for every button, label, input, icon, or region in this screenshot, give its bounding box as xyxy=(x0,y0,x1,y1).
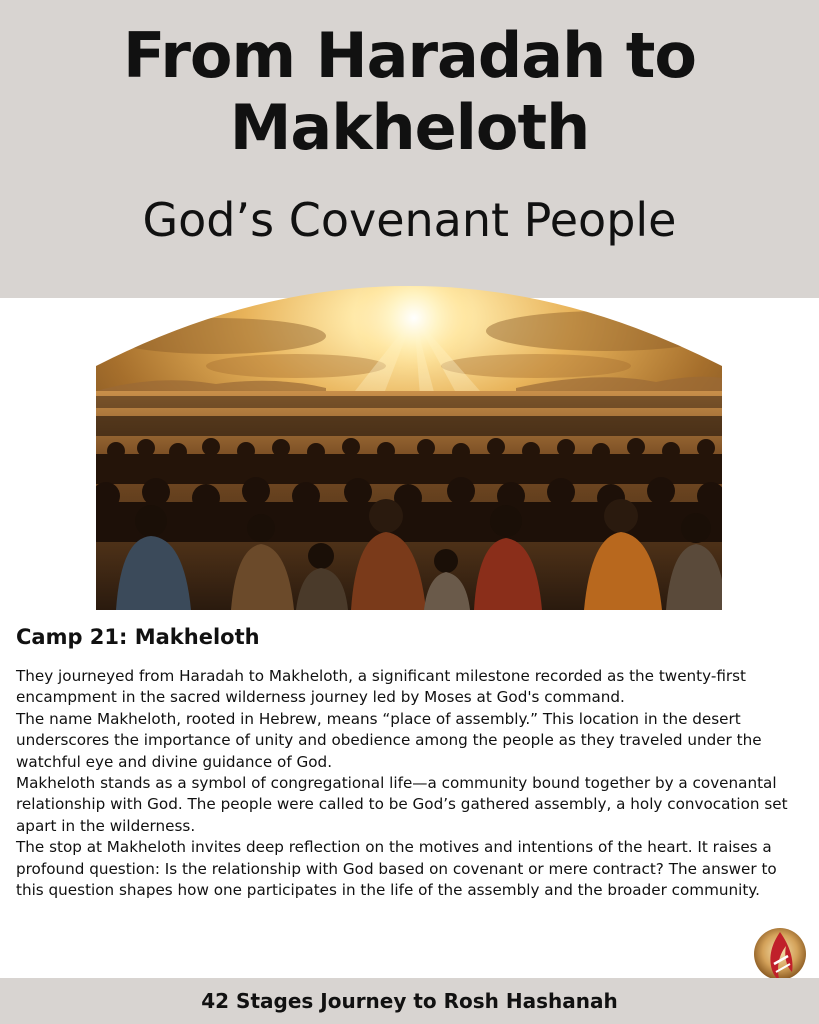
paragraph: They journeyed from Haradah to Makheloth, a significant milestone recorded as the twenty-first encampment in the sacred wilderness journey led by Moses at God's command. xyxy=(16,667,747,707)
paragraph: Makheloth stands as a symbol of congregational life—a community bound together by a covenantal relationship with God. The people were called to be God’s gathered assembly, a holy convocation set apart in the wilderness. xyxy=(16,774,788,835)
footer-text: 42 Stages Journey to Rosh Hashanah xyxy=(201,989,618,1013)
crowd-in-desert-sunlight-image xyxy=(96,266,722,610)
header-banner xyxy=(0,0,819,298)
page-title xyxy=(0,20,819,164)
ariel-gate-emblem-icon xyxy=(750,926,810,984)
paragraph: The name Makheloth, rooted in Hebrew, means “place of assembly.” This location in the desert underscores the importance of unity and obedience among the people as they traveled under the watchful eye and divine guidance of God. xyxy=(16,709,762,771)
title-line-1: From Haradah to xyxy=(122,19,697,92)
page-subtitle: God’s Covenant People xyxy=(142,193,677,247)
camp-heading: Camp 21: Makheloth xyxy=(16,625,260,649)
body-text xyxy=(16,666,806,901)
title-line-2: Makheloth xyxy=(229,91,590,164)
footer-banner xyxy=(0,978,819,1024)
paragraph: The stop at Makheloth invites deep reflection on the motives and intentions of the heart. It raises a profound question: Is the relationship with God based on covenant or mere contract? The answer to this question shapes how one participates in the life of the assembly and the broader community. xyxy=(16,838,777,900)
